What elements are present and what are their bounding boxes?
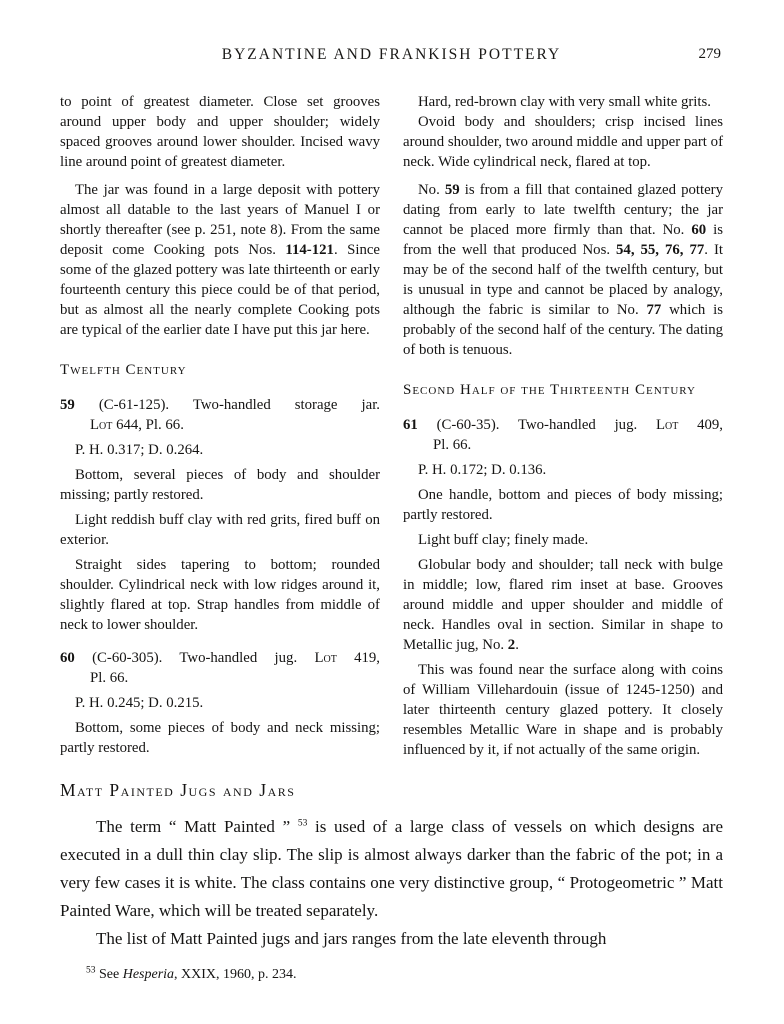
- catalog-head-line1: [60, 648, 380, 668]
- text-segment: . It may be of the second half of the twelfth century, but is unusual in type and cannot be placed by analogy, although the fabric is similar to No.: [403, 242, 724, 318]
- page-header-title: BYZANTINE AND FRANKISH POTTERY: [221, 46, 562, 63]
- text-segment: 409,: [678, 417, 723, 433]
- text-segment: No.: [418, 182, 445, 198]
- paragraph-deposit: [60, 180, 380, 340]
- entry-58-shape: Ovoid body and shoulders; crisp incised lines around shoulder, two around middle and upper part of neck. Wide cylindrical neck, flared at top.: [403, 114, 723, 170]
- entry-61-dimensions: P. H. 0.172; D. 0.136.: [418, 462, 547, 478]
- text-segment: , XXIX, 1960, p. 234.: [174, 967, 297, 982]
- text-segment: Globular body and shoulder; tall neck with bulge in middle; low, flared rim inset at base. Grooves around middle and upper shoulder and middle of neck. Handles oval in section. Similar in shape to Metallic jug, No.: [403, 557, 723, 653]
- catalog-head-line2: Pl. 66.: [433, 437, 472, 453]
- text-segment: See: [95, 967, 123, 982]
- section-paragraph-2: The list of Matt Painted jugs and jars ranges from the late eleventh through: [96, 929, 607, 948]
- journal-title-italic: Hesperia: [122, 967, 175, 982]
- entry-61-context: This was found near the surface along with coins of William Villehardouin (issue of 1245-1250) and later thirteenth century glazed pottery. It closely resembles Metallic Ware in shape and is probably influenced by it, if not actually of the same origin.: [403, 662, 723, 758]
- running-head: [60, 46, 723, 68]
- catalog-number: 59: [60, 397, 75, 413]
- catalog-ref-bold: 54, 55, 76, 77: [616, 242, 705, 258]
- text-segment: is from a fill that contained glazed pottery dating from early to late twelfth century; the jar cannot be placed more firmly than that. No.: [403, 182, 723, 238]
- entry-59-dimensions: P. H. 0.317; D. 0.264.: [75, 442, 204, 458]
- entry-59-condition: Bottom, several pieces of body and shoulder missing; partly restored.: [60, 467, 380, 503]
- paragraph-dating: [403, 180, 723, 360]
- catalog-number: 60: [60, 650, 75, 666]
- text-segment: (C-60-305). Two-handled jug.: [74, 650, 315, 666]
- entry-60-condition: Bottom, some pieces of body and neck missing; partly restored.: [60, 720, 380, 756]
- text-segment: The jar was found in a large deposit with pottery almost all datable to the last years of Manuel I or shortly thereafter (see p. 251, note 8). From the same deposit come Cooking pots Nos.: [60, 182, 380, 258]
- catalog-ref-bold: 114-121: [285, 242, 334, 258]
- lot-smallcaps: Lot: [90, 417, 113, 433]
- lot-smallcaps: Lot: [314, 650, 337, 666]
- text-segment: (C-60-35). Two-handled jug.: [417, 417, 656, 433]
- footnote-53: [60, 966, 723, 984]
- text-segment: which is probably of the second half of the century. The dating of both is tenuous.: [403, 302, 723, 358]
- catalog-head-line1: [403, 415, 723, 435]
- catalog-ref-bold: 60: [691, 222, 707, 238]
- subheading-twelfth-century: Twelfth Century: [60, 362, 187, 378]
- text-segment: .: [515, 637, 519, 653]
- paragraph-grooves: to point of greatest diameter. Close set grooves around upper body and upper shoulder; widely spaced grooves around lower shoulder. Incised wavy line around point of greatest diameter.: [60, 94, 380, 170]
- entry-58-fabric: Hard, red-brown clay with very small white grits.: [418, 94, 711, 110]
- text-segment: 644, Pl. 66.: [112, 417, 184, 433]
- two-column-body: [60, 92, 723, 760]
- catalog-head-line2: [60, 415, 380, 435]
- entry-59-fabric: Light reddish buff clay with red grits, fired buff on exterior.: [60, 512, 380, 548]
- catalog-number: 61: [403, 417, 418, 433]
- text-segment: (C-61-125). Two-handled storage jar.: [74, 397, 380, 413]
- subheading-thirteenth-century: Second Half of the Thirteenth Century: [403, 382, 696, 398]
- text-segment: is used of a large class of vessels on which designs are executed in a dull thin clay slip. The slip is almost always darker than the fabric of the pot; in a very few cases it is white. The class contains one very distinctive group, “ Protogeometric ” Matt Painted Ware, which will be treated separately.: [60, 817, 723, 920]
- entry-61-condition: One handle, bottom and pieces of body missing; partly restored.: [403, 487, 723, 523]
- footnote-marker: 53: [86, 965, 96, 976]
- lot-smallcaps: Lot: [655, 417, 679, 433]
- entry-60-dimensions: P. H. 0.245; D. 0.215.: [75, 695, 204, 711]
- entry-61-fabric: Light buff clay; finely made.: [418, 532, 589, 548]
- catalog-entry-61-head: [403, 415, 723, 455]
- catalog-head-line1: [60, 395, 380, 415]
- text-segment: . Since some of the glazed pottery was late thirteenth or early fourteenth century this piece could be of that period, but as almost all the nearly complete Cooking pots are typical of the earlier date I have put this jar here.: [60, 242, 380, 338]
- catalog-head-line2: Pl. 66.: [90, 670, 129, 686]
- catalog-ref-bold: 77: [646, 302, 662, 318]
- page-number: 279: [698, 46, 721, 62]
- footnote-reference: 53: [297, 818, 308, 829]
- section-paragraph-1: [60, 813, 723, 925]
- matt-painted-section: [60, 776, 723, 984]
- section-heading-matt-painted: Matt Painted Jugs and Jars: [60, 780, 296, 800]
- catalog-ref-bold: 2: [507, 637, 516, 653]
- text-segment: 419,: [336, 650, 380, 666]
- text-segment: The term “ Matt Painted ”: [96, 817, 298, 836]
- entry-59-shape: Straight sides tapering to bottom; rounded shoulder. Cylindrical neck with low ridges around it, slightly flared at top. Strap handles from middle of neck to lower shoulder.: [60, 557, 380, 633]
- catalog-entry-60-head: [60, 648, 380, 688]
- entry-61-shape: [403, 555, 723, 655]
- text-segment: is from the well that produced Nos.: [403, 222, 723, 258]
- catalog-ref-bold: 59: [444, 182, 460, 198]
- left-column: [60, 92, 380, 760]
- right-column: [403, 92, 723, 760]
- catalog-entry-59-head: [60, 395, 380, 435]
